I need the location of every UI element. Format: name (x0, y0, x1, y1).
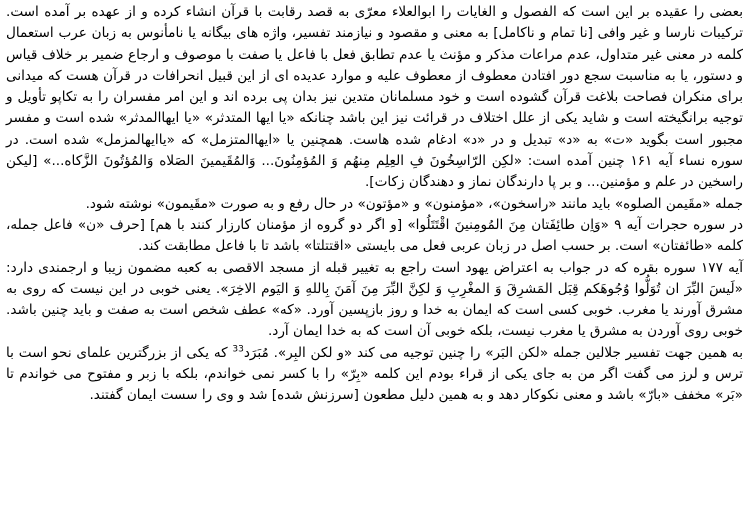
paragraph-jalalayn-mubarrad (6, 343, 743, 407)
paragraph-surah-baqarah-verse177: آیه ۱۷۷ سوره بقره که در جواب به اعتراض یهود است راجع به تغییر قبله از مسجد الاقصی به کعبه مضمون زیبا و ارجمندی دارد: «لَیسَ البِّرَ ان تُوَلُّوا وُجُوهَکم قِبَل المَشرِقَ وَ المغْرِبِ وَ لکِنَّ البِّرَ مِنَ آمَنَ بِاللهِ وَ الیَوم الاخِرَ». یعنی خوبی در این نیست که روی به مشرق آورند یا مغرب. خوبی کسی است که ایمان به خدا و روز بازپسین آورد. «که» عطف شخص است به صفت و باید چنین باشد. خوبی روی آوردن به مشرق یا مغرب نیست، بلکه خوبی آن است که به خدا ایمان آرد. (6, 259, 743, 340)
paragraph-quran-rhetoric-criticism: بعضی را عقیده بر این است که الفصول و الغایات را ابوالعلاء معرّی به قصد رقابت با قرآن انشاء کرده و از عهده بر آمده است. ترکیبات نارسا و غیر وافی [نا تمام و ناکامل] به معنی و مقصود و نیازمند تفسیر، واژه های بیگانه یا نامأنوس به زبان عرب استعمال کلمه در معنی غیر متداول، عدم مراعات مذکر و مؤنث یا عدم تطابق فعل با فاعل یا صفت با موصوف و ارجاع ضمیر بر خلاف قیاس و دستور، یا به مناسبت سجع دور افتادن معطوف از معطوف علیه و موارد عدیده ای از این قبیل انحرافات در قرآن هست که میدانی برای منکران فصاحت بلاغت قرآن گشوده است و خود مسلمانان متدین نیز بدان پی برده اند و این امر مفسران را به تکاپو تأویل و توجیه برانگیخته است و شاید یکی از علل اختلاف در قرائت نیز این باشد چنانکه «یا ایها المتدثر» «یا ایهاالمدثر» شده است و مفسر مجبور است بگوید «ت» به «د» تبدیل و در «د» ادغام شده هاست. همچنین یا «ایهاالمتزمل» که «یاایهالمزمل» شده است. در سوره نساء آیه ۱۶۱ چنین آمده است: «لکِن الرّاسِخُونَ فِ العِلِم مِنهُم وَ المُؤمِنُونَ... وَالمُقَیمینَ الصَلاه وَالمُؤتُونَ الزَّکاه...» [لیکن راسخین در علم و مؤمنین... و بر پا دارندگان نماز و دهندگان زکات]. (6, 4, 743, 191)
paragraph-jalalayn-text-end: که یکی از بزرگترین علمای نحو است با ترس و لرز می گفت اگر من به جای یکی از قراء بودم این کلمه «بِرّ» را با کسر نمی خواندم، بلکه با زبر و مفتوح می خواندم تا «بَر» مخفف «بارّ» باشد و معنی نکوکار دهد و به همین دلیل مطعون [سرزنش شده] شد و وی را سست ایمان گفتند. (6, 344, 743, 404)
paragraph-surah-hujurat-verse9: در سوره حجرات آیه ۹ «وَاِن طائِفَتان مِنَ المُومِنینَ اقْتَتَلُوا» [و اگر دو گروه از مؤمنان کارزار کنند با هم] [حرف «ن» فاعل جمله، کلمه «طائفتان» است. بر حسب اصل در زبان عربی فعل می بایستی «اقتتلتا» باشد تا با فاعل مطابقت کند. (6, 216, 744, 255)
paragraph-muqimin-alsalah-note: جمله «مقَیمن الصلوه» باید مانند «راسخون»، «مؤمنون» و «مؤتون» در حال رفع و به صورت «مقَیمون» نوشته شود. (85, 195, 743, 212)
paragraph-jalalayn-text-start: به همین جهت تفسیر جلالین جمله «لکن البَر» را چنین توجیه می کند «و لکن البِر». مُبَرَد (243, 344, 744, 361)
footnote-marker-33: 33 (232, 344, 244, 355)
